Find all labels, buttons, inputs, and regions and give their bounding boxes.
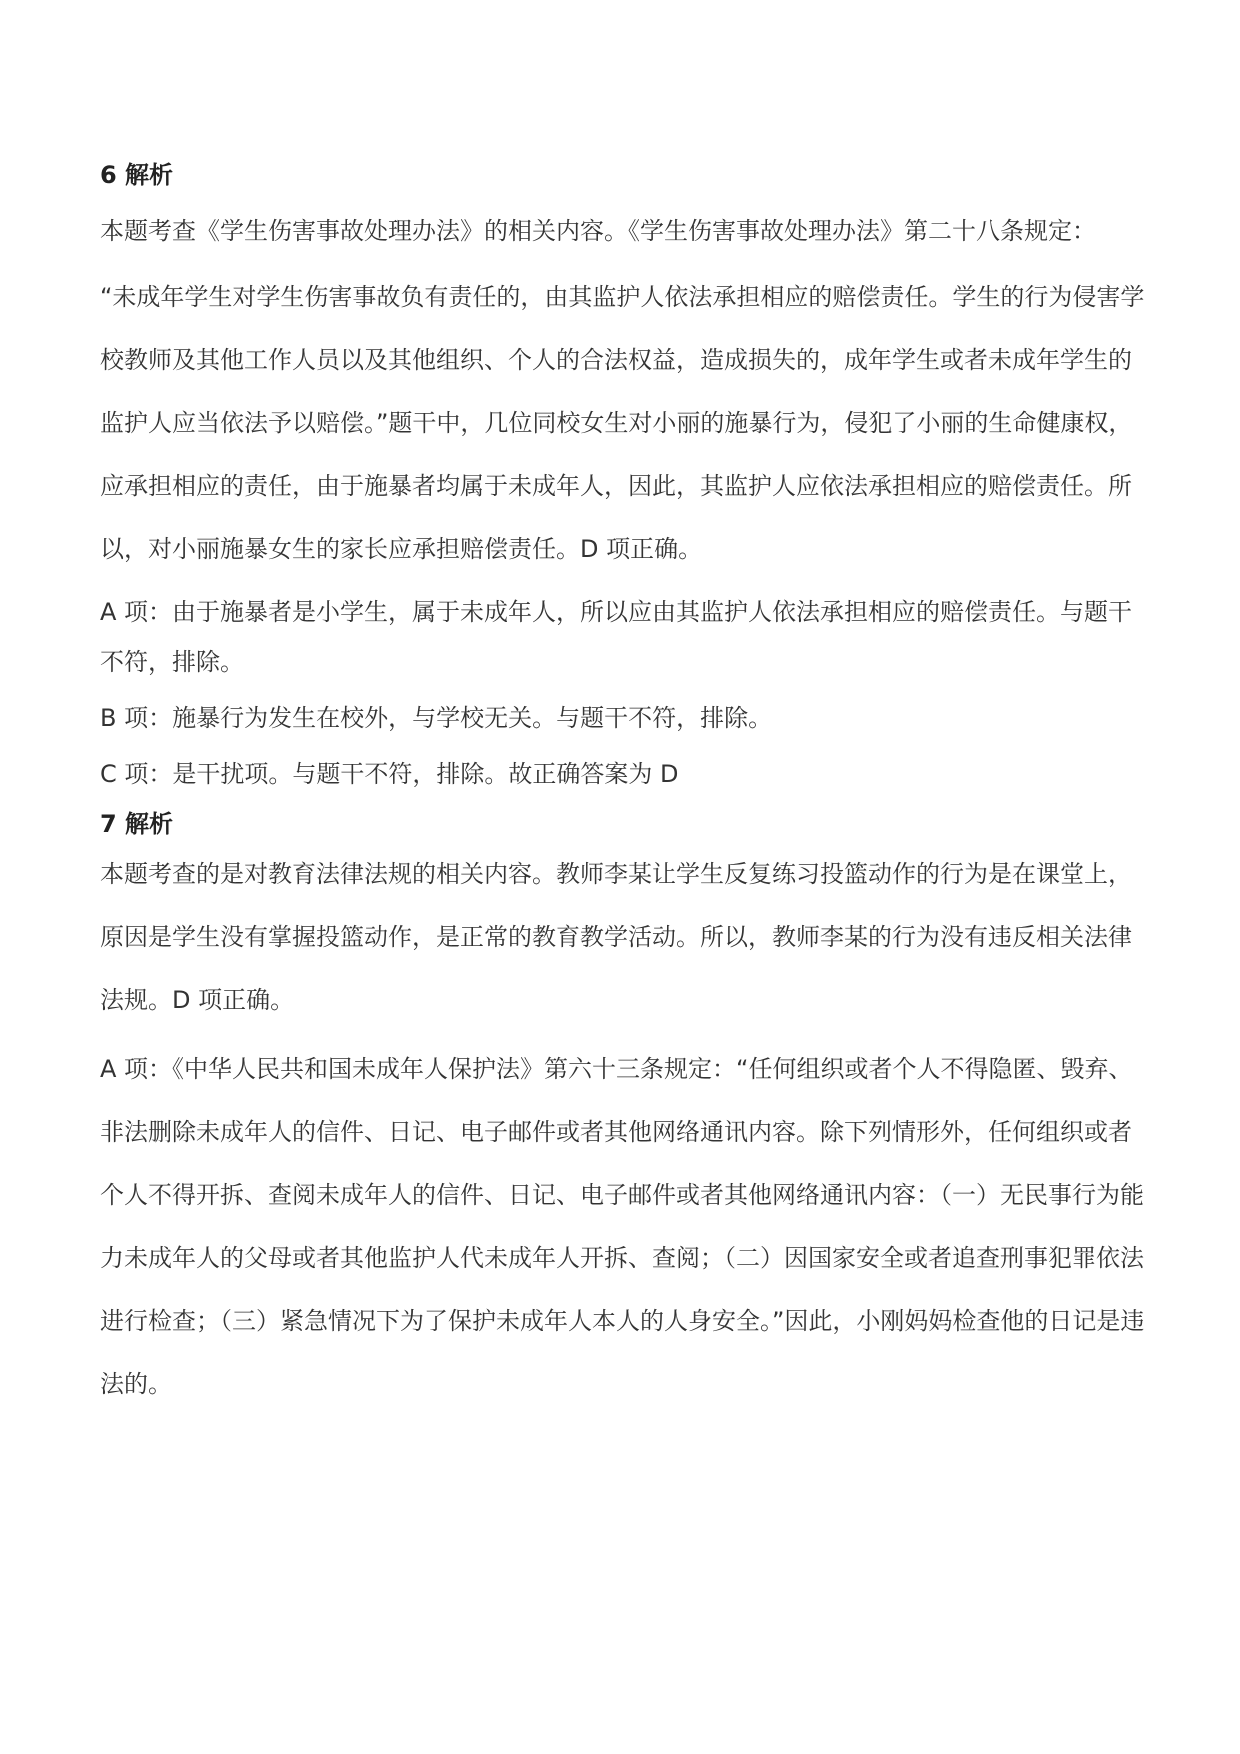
section-7-option-a: A 项：《中华人民共和国未成年人保护法》第六十三条规定：“任何组织或者个人不得隐匿、毁弃、非法删除未成年人的信件、日记、电子邮件或者其他网络通讯内容。除下列情形外，任何组织或者个人不得开拆、查阅未成年人的信件、日记、电子邮件或者其他网络通讯内容：（一）无民事行为能力未成年人的父母或者其他监护人代未成年人开拆、查阅；（二）因国家安全或者追查刑事犯罪依法进行检查；（三）紧急情况下为了保护未成年人本人的人身安全。”因此，小刚妈妈检查他的日记是违法的。 [100, 1055, 1145, 1398]
section-6-option-c: C 项：是干扰项。与题干不符，排除。故正确答案为 D [100, 760, 679, 788]
document-page [100, 150, 1150, 1416]
section-6-option-a: A 项：由于施暴者是小学生，属于未成年人，所以应由其监护人依法承担相应的赔偿责任。与题干不符，排除。 [100, 598, 1133, 676]
section-7-heading: 7 解析 [100, 810, 174, 838]
section-6-heading: 6 解析 [100, 161, 174, 189]
section-6-intro: 本题考查《学生伤害事故处理办法》的相关内容。《学生伤害事故处理办法》第二十八条规定： [100, 217, 1096, 245]
section-6-quote: “未成年学生对学生伤害事故负有责任的，由其监护人依法承担相应的赔偿责任。学生的行为侵害学校教师及其他工作人员以及其他组织、个人的合法权益，造成损失的，成年学生或者未成年学生的监护人应当依法予以赔偿。”题干中，几位同校女生对小丽的施暴行为，侵犯了小丽的生命健康权，应承担相应的责任，由于施暴者均属于未成年人，因此，其监护人应依法承担相应的赔偿责任。所以，对小丽施暴女生的家长应承担赔偿责任。D 项正确。 [100, 283, 1145, 563]
section-7-intro: 本题考查的是对教育法律法规的相关内容。教师李某让学生反复练习投篮动作的行为是在课堂上，原因是学生没有掌握投篮动作，是正常的教育教学活动。所以，教师李某的行为没有违反相关法律法规。D 项正确。 [100, 860, 1132, 1014]
section-6-option-b: B 项：施暴行为发生在校外，与学校无关。与题干不符，排除。 [100, 704, 773, 732]
